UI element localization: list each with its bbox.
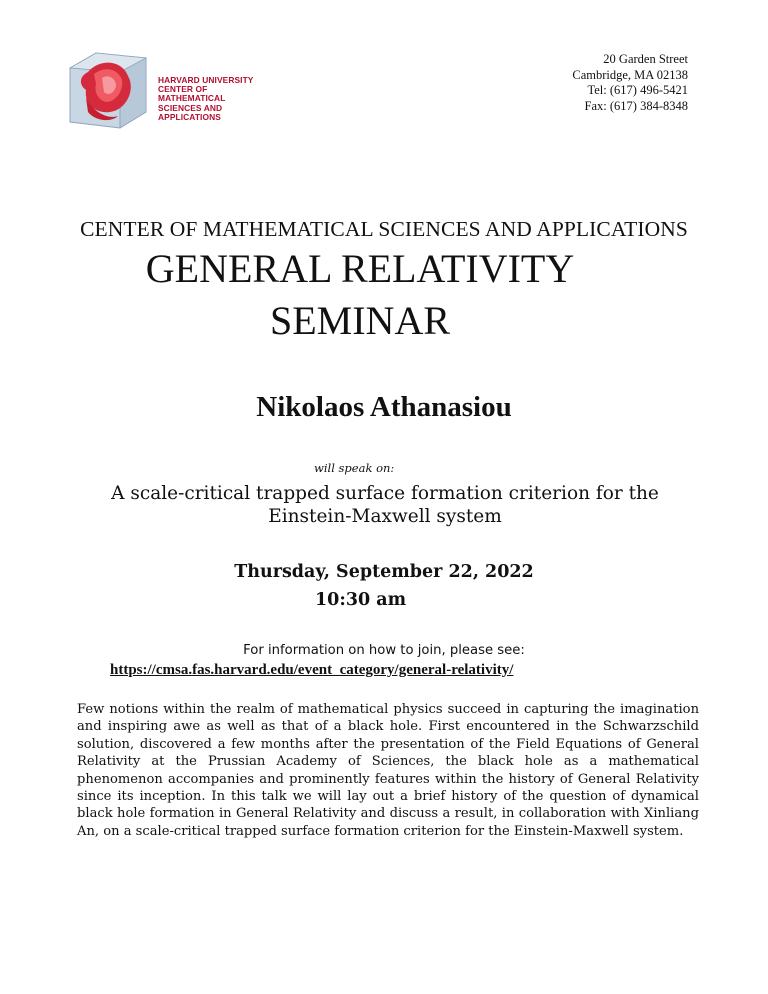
logo-line-2: CENTER OF MATHEMATICAL: [158, 84, 226, 104]
talk-title: [60, 482, 710, 528]
logo-line-3: SCIENCES AND APPLICATIONS: [158, 102, 223, 122]
speaker-intro: will speak on:: [314, 461, 395, 475]
join-info-text: For information on how to join, please see:: [243, 643, 525, 658]
join-info-link[interactable]: https://cmsa.fas.harvard.edu/event_category/general-relativity/: [110, 662, 514, 678]
logo-line-1: HARVARD UNIVERSITY: [158, 75, 254, 85]
address-fax: Fax: (617) 384-8348: [584, 98, 688, 113]
event-time: 10:30 am: [315, 590, 407, 610]
talk-title-line-2: Einstein-Maxwell system: [268, 506, 502, 527]
cmsa-cube-logo-icon: [66, 50, 156, 130]
address-city: Cambridge, MA 02138: [572, 67, 688, 82]
seminar-title-line-2: SEMINAR: [269, 298, 451, 343]
seminar-title-line-1: GENERAL RELATIVITY: [145, 246, 575, 291]
address-street: 20 Garden Street: [603, 52, 688, 66]
event-date: Thursday, September 22, 2022: [234, 562, 534, 582]
talk-title-line-1: A scale-critical trapped surface formation criterion for the: [111, 483, 659, 504]
logo-wordmark: [158, 76, 271, 122]
center-name-heading: CENTER OF MATHEMATICAL SCIENCES AND APPLICATIONS: [80, 217, 688, 241]
address-tel: Tel: (617) 496-5421: [587, 83, 688, 97]
speaker-name: Nikolaos Athanasiou: [256, 391, 512, 423]
address-block: [572, 52, 688, 114]
abstract-text: Few notions within the realm of mathematical physics succeed in capturing the imagination and inspiring awe as well as that of a black hole. First encountered in the Schwarzschild solution, discovered a few months after the presentation of the Field Equations of General Relativity at the Prussian Academy of Sciences, the black hole as a mathematical phenomenon accompanies and prominently features within the history of General Relativity since its inception. In this talk we will lay out a brief history of the question of dynamical black hole formation in General Relativity and discuss a result, in collaboration with Xinliang An, on a scale-critical trapped surface formation criterion for the Einstein-Maxwell system.: [77, 702, 699, 839]
cmsa-logo: [66, 50, 271, 130]
